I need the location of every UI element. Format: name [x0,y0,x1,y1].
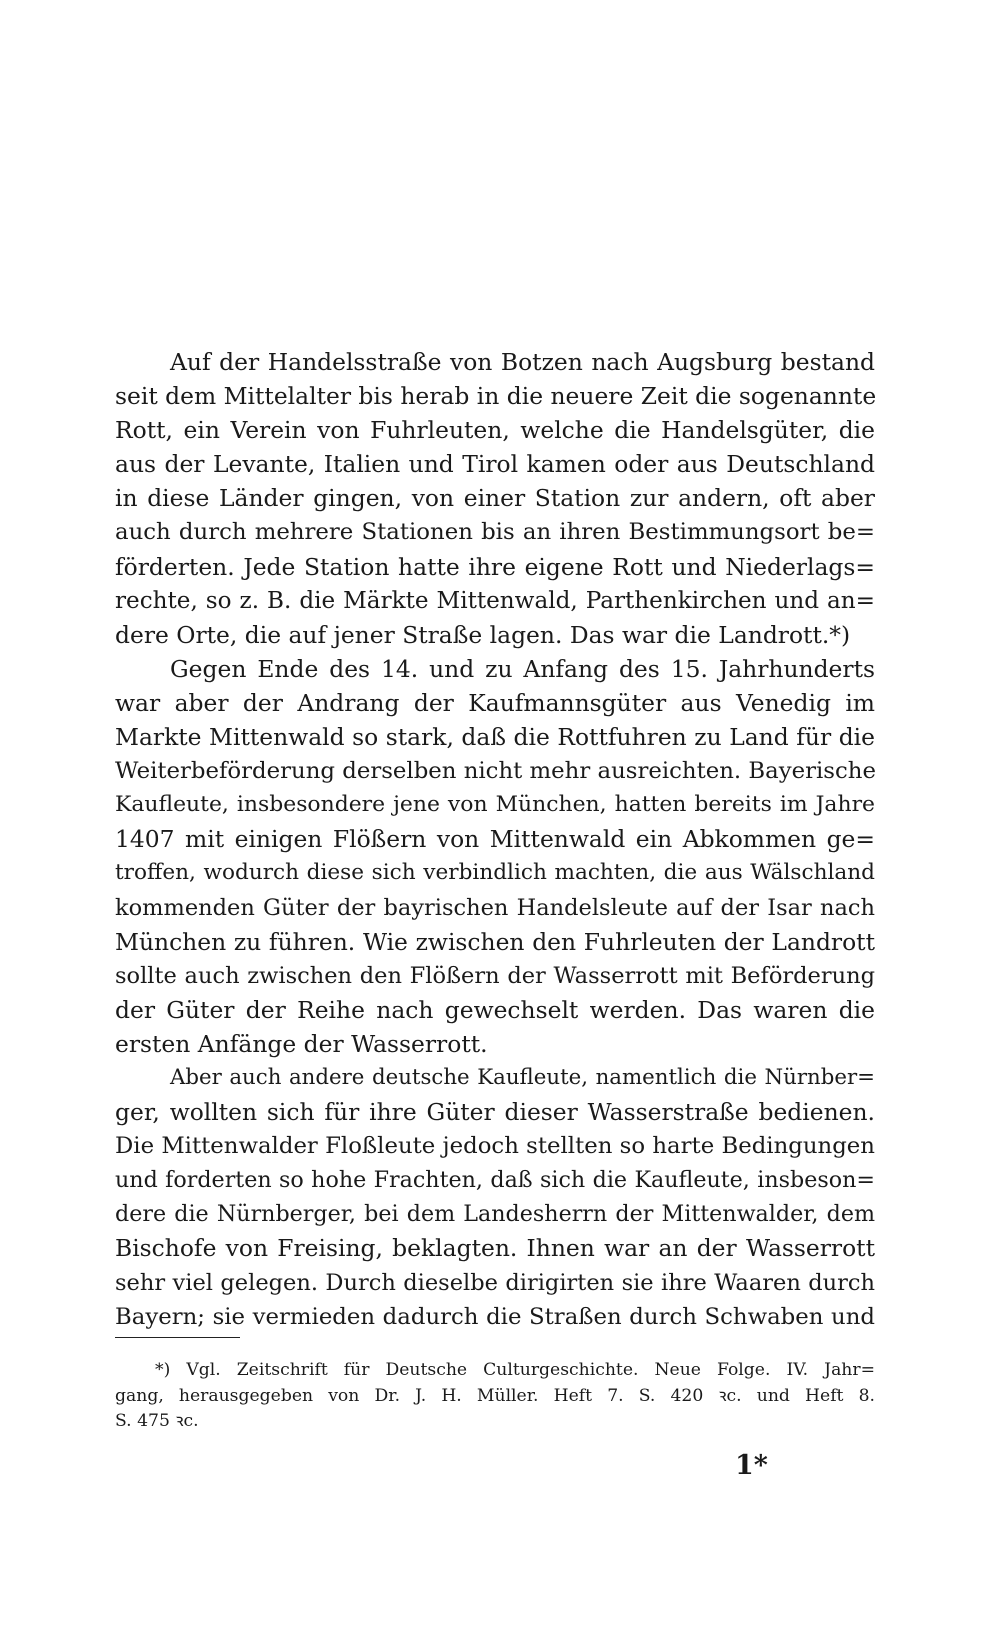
text-line: Rott, ein Verein von Fuhrleuten, welche die Handelsgüter, die [115,416,875,445]
text-line: Kaufleute, insbesondere jene von München, hatten bereits im Jahre [115,792,875,818]
text-line: dere Orte, die auf jener Straße lagen. Das war die Landrott.*) [115,620,851,649]
text-line: ger, wollten sich für ihre Güter dieser Wasserstraße bedienen. [115,1098,875,1127]
text-line: aus der Levante, Italien und Tirol kamen oder aus Deutschland [115,450,875,479]
paragraph [115,652,875,1061]
signature-mark: 1* [735,1450,768,1481]
text-line: München zu führen. Wie zwischen den Fuhrleuten der Landrott [115,927,875,956]
text-line: Auf der Handelsstraße von Botzen nach Augsburg bestand [170,348,875,376]
text-line: in diese Länder gingen, von einer Station zur andern, oft aber [115,484,875,513]
text-line: auch durch mehrere Stationen bis an ihren Bestimmungsort be= [115,519,875,546]
text-line: Bayern; sie vermieden dadurch die Straßen durch Schwaben und [115,1303,875,1330]
text-line: sehr viel gelegen. Durch dieselbe dirigirten sie ihre Waaren durch [115,1269,875,1296]
text-line: kommenden Güter der bayrischen Handelsleute auf der Isar nach [115,894,875,921]
text-line: der Güter der Reihe nach gewechselt werden. Das waren die [115,995,875,1024]
text-line: ersten Anfänge der Wasserrott. [115,1029,488,1058]
text-line: rechte, so z. B. die Märkte Mittenwald, Parthenkirchen und an= [115,587,875,614]
paragraph [115,1061,875,1334]
footnote-line: gang, herausgegeben von Dr. J. H. Müller. Heft 7. S. 420 ꝛc. und Heft 8. [115,1385,875,1406]
text-line: Weiterbeförderung derselben nicht mehr ausreichten. Bayerische [115,758,876,785]
body-text [115,345,875,1334]
text-line: sollte auch zwischen den Flößern der Wasserrott mit Beförderung [115,962,875,989]
text-line: Die Mittenwalder Floßleute jedoch stellten so harte Bedingungen [115,1133,875,1160]
text-line: Gegen Ende des 14. und zu Anfang des 15. Jahrhunderts [170,654,875,683]
text-line: seit dem Mittelalter bis herab in die neuere Zeit die sogenannte [115,382,877,411]
text-line: 1407 mit einigen Flößern von Mittenwald ein Abkommen ge= [115,825,875,854]
paragraph [115,345,875,652]
footnote-rule [115,1337,240,1338]
text-line: troffen, wodurch diese sich verbindlich machten, die aus Wälschland [115,860,875,886]
text-line: dere die Nürnberger, bei dem Landesherrn der Mittenwalder, dem [115,1201,875,1228]
text-line: förderten. Jede Station hatte ihre eigene Rott und Niederlags= [115,552,875,581]
text-line: war aber der Andrang der Kaufmannsgüter aus Venedig im [115,688,875,717]
footnote [115,1358,875,1435]
text-line: Markte Mittenwald so stark, daß die Rottfuhren zu Land für die [115,723,875,752]
text-line: Bischofe von Freising, beklagten. Ihnen war an der Wasserrott [115,1234,875,1263]
footnote-line: S. 475 ꝛc. [115,1411,199,1431]
text-line: und forderten so hohe Frachten, daß sich die Kaufleute, insbeson= [115,1167,875,1194]
text-line: Aber auch andere deutsche Kaufleute, namentlich die Nürnber= [170,1064,875,1090]
footnote-line: *) Vgl. Zeitschrift für Deutsche Culturgeschichte. Neue Folge. IV. Jahr= [155,1360,875,1380]
